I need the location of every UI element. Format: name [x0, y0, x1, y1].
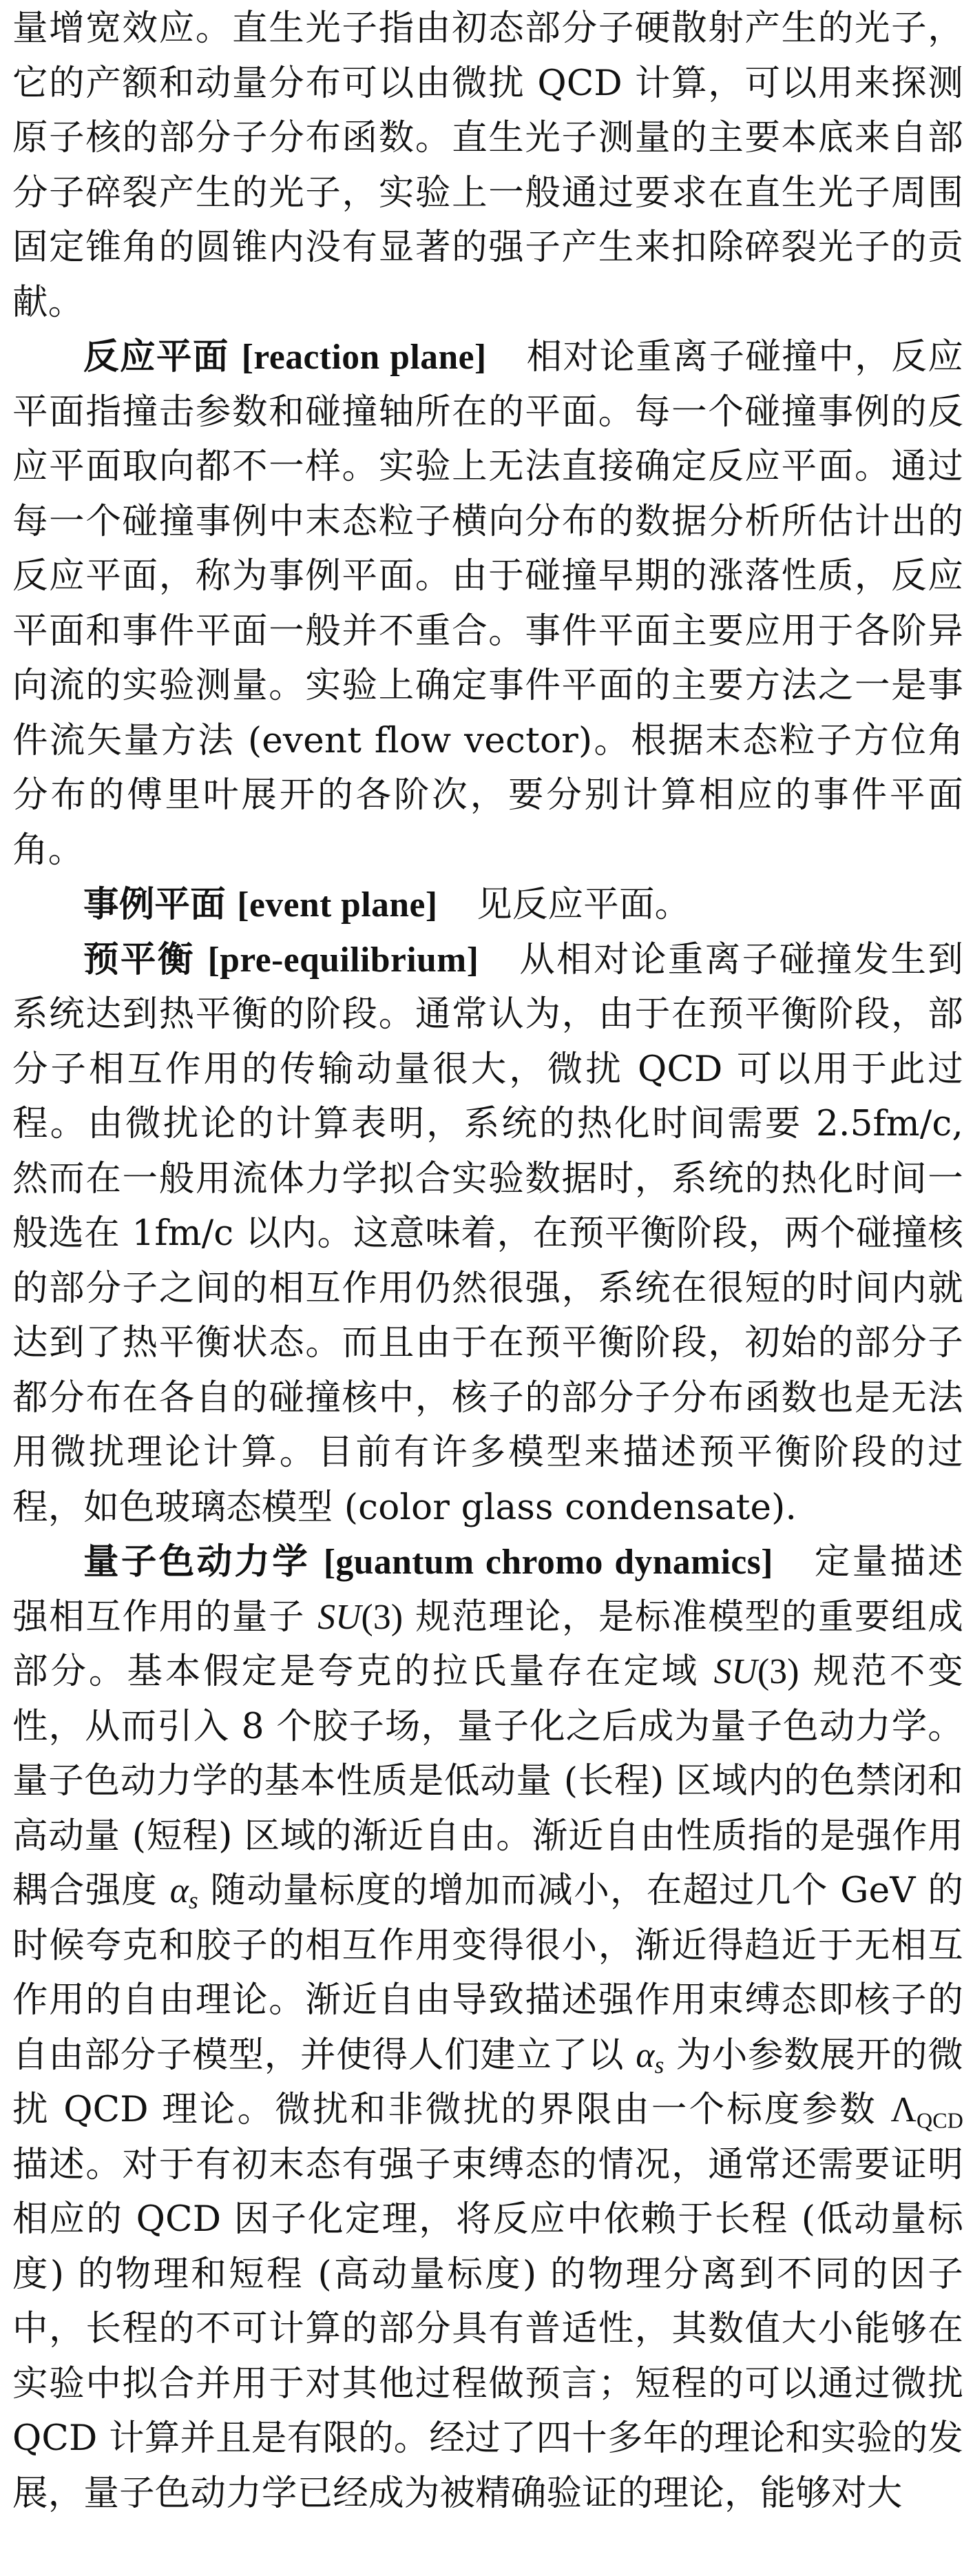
- entry-cross-reference: 见反应平面。: [477, 884, 691, 925]
- math-su-argument: (3): [361, 1597, 404, 1637]
- entry-definition-part-5: 为小参数展开的微扰 QCD 理论。微扰和非微扰的界限由一个标度参数: [12, 2034, 963, 2130]
- paragraph-direct-photon-continuation: [12, 1, 963, 330]
- entry-definition: 从相对论重离子碰撞发生到系统达到热平衡的阶段。通常认为，由于在预平衡阶段，部分子相互作用的传输动量很大，微扰 QCD 可以用于此过程。由微扰论的计算表明，系统的热化时间需要 2.5fm/c, 然而在一般用流体力学拟合实验数据时，系统的热化时间一般选在 1fm/c 以内。这意味着，在预平衡阶段，两个碰撞核的部分子之间的相互作用仍然很强，系统在很短的时间内就达到了热平衡状态。而且由于在预平衡阶段，初始的部分子都分布在各自的碰撞核中，核子的部分子分布函数也是无法用微扰理论计算。目前有许多模型来描述预平衡阶段的过程，如色玻璃态模型 (color glass condensate).: [12, 938, 964, 1528]
- entry-definition-part-2: 规范理论，是标准模型的重要组成部分。基本假定是夸克的拉氏量存在定域: [12, 1596, 963, 1692]
- math-alpha-symbol: α: [636, 2035, 655, 2075]
- entry-term: 事例平面: [83, 884, 226, 925]
- math-su-symbol: SU: [317, 1597, 362, 1637]
- entry-quantum-chromodynamics: [12, 1535, 963, 2521]
- entry-reaction-plane: [12, 330, 963, 878]
- entry-term: 反应平面: [83, 336, 229, 378]
- entry-definition: 相对论重离子碰撞中，反应平面指撞击参数和碰撞轴所在的平面。每一个碰撞事例的反应平面取向都不一样。实验上无法直接确定反应平面。通过每一个碰撞事例中末态粒子横向分布的数据分析所估计出的反应平面，称为事例平面。由于碰撞早期的涨落性质，反应平面和事件平面一般并不重合。事件平面主要应用于各阶异向流的实验测量。实验上确定事件平面的主要方法之一是事件流矢量方法 (event flow vector)。根据末态粒子方位角分布的傅里叶展开的各阶次，要分别计算相应的事件平面角。: [12, 336, 964, 871]
- paragraph-text: 量增宽效应。直生光子指由初态部分子硬散射产生的光子，它的产额和动量分布可以由微扰 QCD 计算，可以用来探测原子核的部分子分布函数。直生光子测量的主要本底来自部分子碎裂产生的光子，实验上一般通过要求在直生光子周围固定锥角的圆锥内没有显著的强子产生来扣除碎裂光子的贡献。: [12, 8, 963, 323]
- entry-pre-equilibrium: [12, 933, 963, 1536]
- entry-definition-part-3: 规范不变性，从而引入 8 个胶子场，量子化之后成为量子色动力学。量子色动力学的基本性质是低动量 (长程) 区域内的色禁闭和高动量 (短程) 区域的渐近自由。渐近自由性质指的是强作用耦合强度: [12, 1651, 963, 1911]
- math-su-symbol: SU: [713, 1652, 757, 1691]
- math-alpha-symbol: α: [169, 1871, 189, 1910]
- math-alpha-subscript: s: [654, 2051, 665, 2079]
- entry-definition-part-4: 随动量标度的增加而减小，在超过几个 GeV 的时候夸克和胶子的相互作用变得很小，渐近得趋近于无相互作用的自由理论。渐近自由导致描述强作用束缚态即核子的自由部分子模型，并使得人们建立了以: [12, 1870, 963, 2076]
- entry-term: 量子色动力学: [83, 1541, 311, 1583]
- entry-definition-part-1: 定量描述强相互作用的量子: [12, 1541, 963, 1638]
- entry-english-term: [reaction plane]: [241, 338, 487, 377]
- math-alpha-subscript: s: [188, 1886, 198, 1914]
- entry-term: 预平衡: [83, 938, 195, 980]
- math-lambda-symbol: Λ: [890, 2090, 917, 2130]
- math-su-argument: (3): [757, 1652, 799, 1691]
- math-lambda-subscript: QCD: [917, 2108, 963, 2133]
- entry-english-term: [event plane]: [237, 885, 438, 925]
- entry-english-term: [guantum chromo dynamics]: [323, 1543, 773, 1582]
- entry-definition-part-6: 描述。对于有初末态有强子束缚态的情况，通常还需要证明相应的 QCD 因子化定理，将反应中依赖于长程 (低动量标度) 的物理和短程 (高动量标度) 的物理分离到不同的因子中，长程的不可计算的部分具有普适性，其数值大小能够在实验中拟合并用于对其他过程做预言；短程的可以通过微扰 QCD 计算并且是有限的。经过了四十多年的理论和实验的发展，量子色动力学已经成为被精确验证的理论，能够对大: [12, 2143, 963, 2514]
- entry-english-term: [pre-equilibrium]: [207, 940, 479, 980]
- entry-event-plane: [12, 878, 963, 933]
